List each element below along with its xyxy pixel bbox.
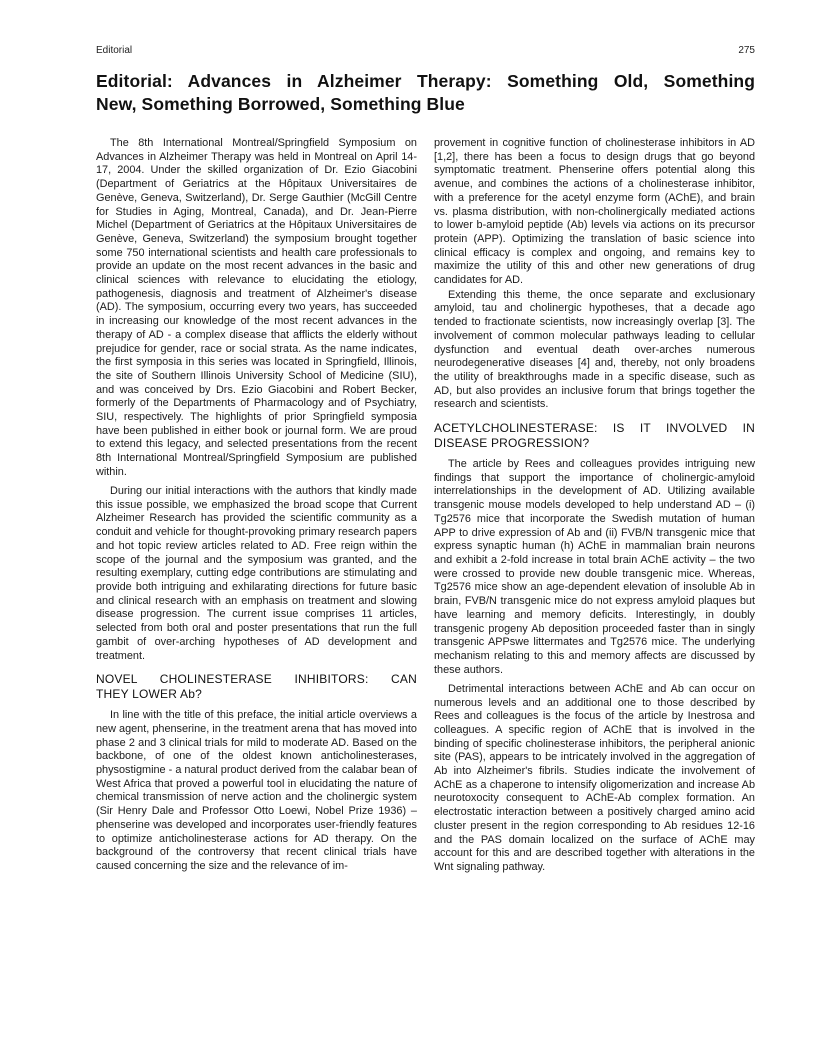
page-number: 275 (738, 45, 755, 56)
article-title-line2: New, Something Borrowed, Something Blue (96, 93, 465, 114)
paragraph-phenserine-continued: provement in cognitive function of cholinesterase inhibitors in AD [1,2], there has been a focus to design drugs that go beyond symptomatic treatment. Phenserine offers potential along this avenue, and combines the actions of a cholinesterase inhibitor, with a preference for the acetyl enzyme form (AChE), and brain vs. plasma distribution, with non-cholinergically mediated actions to lower b-amyloid peptide (Ab) levels via actions on its precursor protein (APP). Optimizing the translation of basic science into clinical efficacy is complex and ongoing, and remains key to maximize the utility of this and other new generations of drug candidates for AD. (434, 137, 755, 287)
two-column-body (96, 137, 755, 880)
article-title-line1: Editorial: Advances in Alzheimer Therapy: Something Old, Something (96, 71, 755, 91)
section-heading-line2: DISEASE PROGRESSION? (434, 436, 590, 451)
section-heading-acetylcholinesterase (434, 421, 755, 451)
paragraph-rees-transgenic-mice: The article by Rees and colleagues provides intriguing new findings that support the importance of cholinergic-amyloid interrelationships in the development of AD. Utilizing available transgenic mouse models developed to help understand AD – (i) Tg2576 mice that incorporate the Swedish mutation of human APP to drive expression of Ab and (ii) FVB/N transgenic mice that express synaptic human (h) AChE in mammalian brain neurons and exhibit a 2-fold increase in total brain AChE activity – the two were crossed to provide new double transgenic mice. Whereas, Tg2576 mice show an age-dependent elevation of insoluble Ab in brain, FVB/N transgenic mice do not express amyloid plaques but have learning and memory deficits. Interestingly, in doubly transgenic progeny Ab deposition proceeded faster than in singly transgenic APPswe littermates and Tg2576 mice. The underlying mechanism relating to this and memory affects are discussed by these authors. (434, 458, 755, 676)
section-heading-line1: ACETYLCHOLINESTERASE: IS IT INVOLVED IN (434, 421, 755, 436)
section-heading-line1: NOVEL CHOLINESTERASE INHIBITORS: CAN (96, 672, 417, 687)
section-heading-novel-cholinesterase (96, 672, 417, 702)
paragraph-hypotheses-overlap: Extending this theme, the once separate and exclusionary amyloid, tau and cholinergic hypotheses, that a decade ago tended to fractionate scientists, now increasingly overlap [3]. The involvement of common molecular pathways leading to cellular dysfunction and eventual death over-arches numerous neurodegenerative diseases [4] and, thereby, not only broadens the utility of breakthroughs made in a specific disease, such as AD, but also provides an inclusive forum that brings together the research and scientists. (434, 288, 755, 411)
section-heading-line2: THEY LOWER Ab? (96, 687, 202, 702)
paragraph-phenserine: In line with the title of this preface, the initial article overviews a new agent, phenserine, in the treatment arena that has moved into phase 2 and 3 clinical trials for mild to moderate AD. Based on the backbone, of one of the oldest known anticholinesterases, physostigmine - a natural product derived from the calabar bean of West Africa that proved a powerful tool in elucidating the nature of chemical transmission of nerve action and the cholinergic system (Sir Henry Dale and Professor Otto Loewi, Nobel Prize 1936) – phenserine was developed and incorporates user-friendly features to optimize anticholinesterase actions for AD therapy. On the background of the controversy that recent clinical trials have caused concerning the size and the relevance of im- (96, 709, 417, 872)
right-column (434, 137, 755, 880)
running-head: Editorial (96, 45, 133, 56)
left-column (96, 137, 417, 880)
article-title (96, 70, 755, 115)
paragraph-inestrosa-pas: Detrimental interactions between AChE and Ab can occur on numerous levels and an additional one to those described by Rees and colleagues is the focus of the article by Inestrosa and colleagues. A specific region of AChE that is involved in the binding of specific cholinesterase inhibitors, the peripheral anionic site (PAS), appears to be intricately involved in the aggregation of Ab into Alzheimer's fibrils. Studies indicate the involvement of AChE as a chaperone to intensify oligomerization and increase Ab neurotoxocity consequent to AChE-Ab complex formation. An electrostatic interaction between a positively charged amino acid cluster present in the region corresponding to Ab residues 12-16 and the PAS domain localized on the surface of AChE may account for this and are described together with alterations in the Wnt signaling pathway. (434, 682, 755, 873)
running-head-row (96, 45, 755, 57)
paragraph-journal-scope: During our initial interactions with the authors that kindly made this issue possible, we emphasized the broad scope that Current Alzheimer Research has provided the scientific community as a conduit and vehicle for thought-provoking primary research papers and hot topic review articles related to AD. Free reign within the scope of the journal and the symposium was granted, and the resulting exemplary, cutting edge contributions are stimulating and provide both intriguing and exhilarating directions for future basic and clinical research with an emphasis on treatment and slowing disease progression. The current issue comprises 11 articles, selected from both oral and poster presentations that run the full gambit of over-arching hypotheses of AD development and treatment. (96, 485, 417, 662)
paragraph-intro-symposium: The 8th International Montreal/Springfield Symposium on Advances in Alzheimer Therapy was held in Montreal on April 14-17, 2004. Under the skilled organization of Dr. Ezio Giacobini (Department of Geriatrics at the Hôpitaux Universitaires de Genève, Geneva, Switzerland), Dr. Serge Gauthier (McGill Centre for Studies in Aging, Montreal, Canada), and Dr. Jean-Pierre Michel (Department of Geriatrics at the Hôpitaux Universitaires de Genève, Geneva, Switzerland) the symposium brought together some 750 international scientists and health care professionals to provide an update on the most recent advances in the basic and clinical sciences with relevance to elucidating the etiology, pathogenesis, diagnosis and treatment of Alzheimer's disease (AD). The symposium, occurring every two years, has succeeded in increasing our knowledge of the most recent advances in the therapy of AD - a complex disease that afflicts the elderly without prejudice for gender, race or social strata. As the name indicates, the first symposia in this series was located in Springfield, Illinois, the site of Southern Illinois University School of Medicine (SIU), and was conceived by Drs. Ezio Giacobini and Robert Becker, formerly of the Departments of Pharmacology and of Psychiatry, SIU, respectively. The highlights of prior Springfield symposia have been published in either book or journal form. We are proud to extend this legacy, and selected presentations from the recent 8th International Montreal/Springfield Symposium are published within. (96, 137, 417, 478)
